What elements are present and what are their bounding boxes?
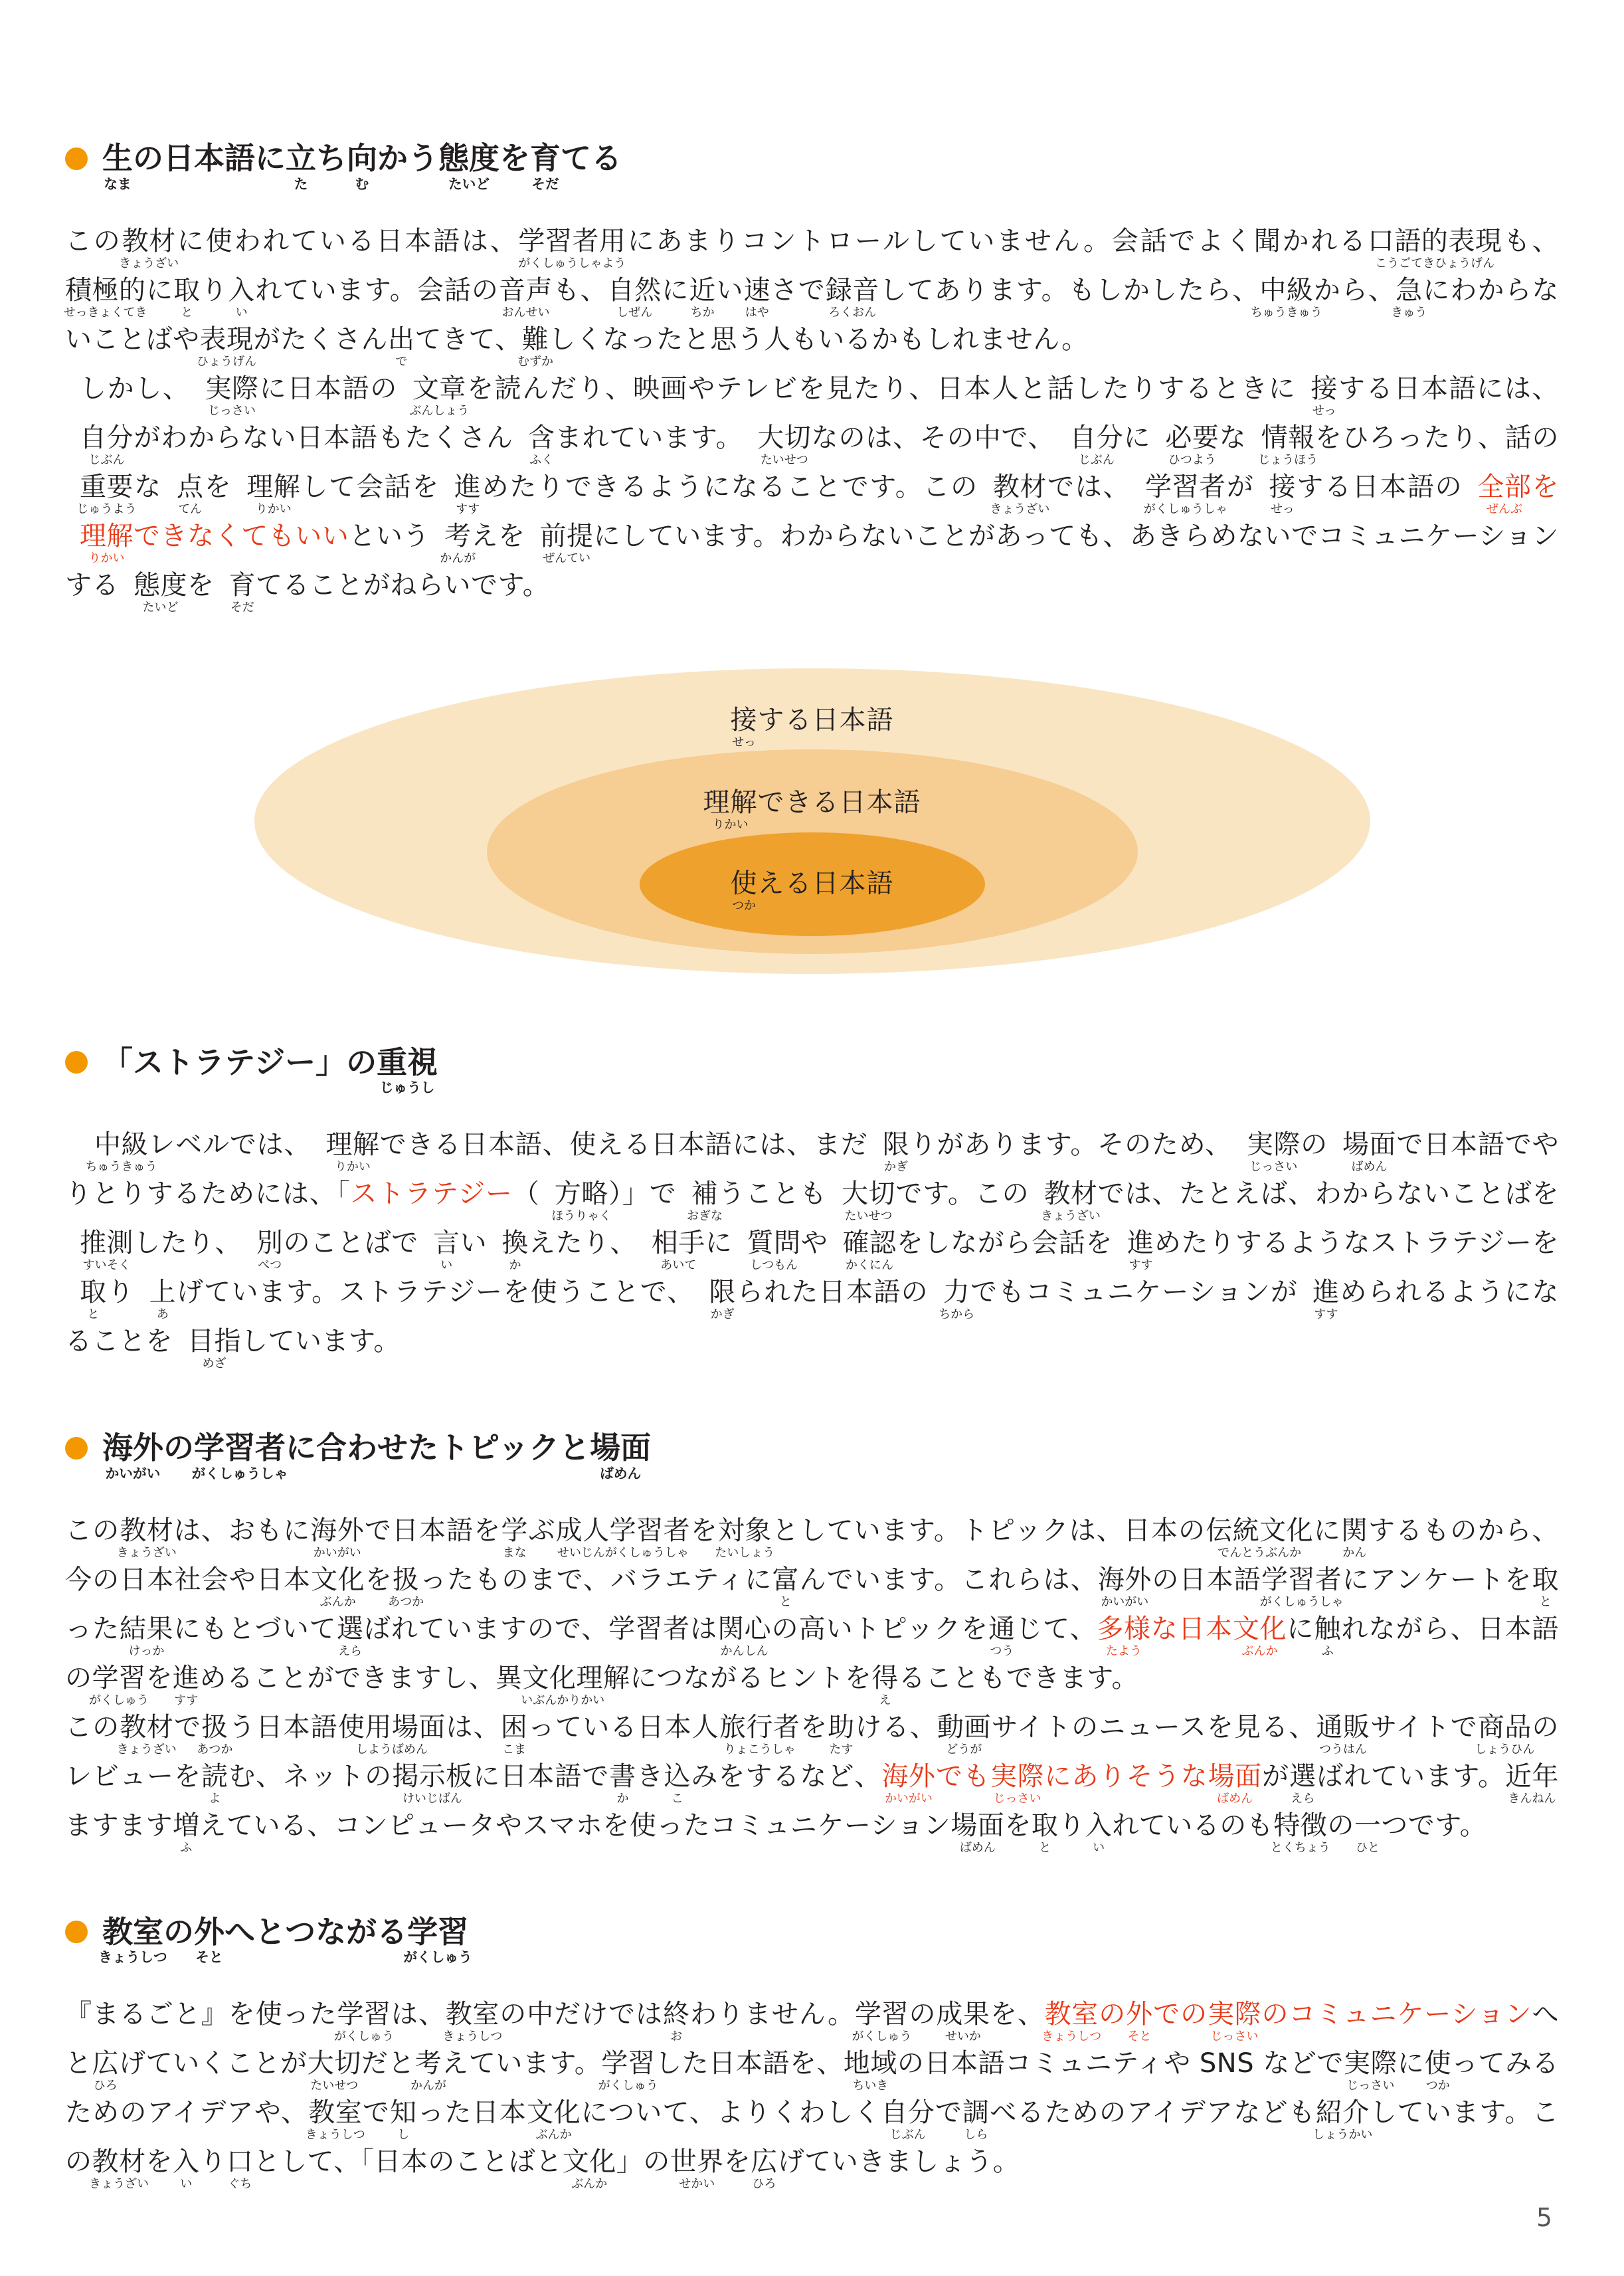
section-heading-text: 生 なま の日本語に立 た ち向 む かう態度 たいど を育 そだ てる bbox=[102, 140, 622, 192]
section-overseas-learners bbox=[65, 1429, 1560, 1855]
paragraph: 中級 ちゅうきゅう レベルでは、 理解 りかい できる日本語、使える日本語には、まだ 限 かぎ りがあります。そのため、 実際 じっさい の 場面 ばめん で日本語でやりとりするためには、「ストラテジー（ 方略 ほうりゃく ）」で 補 おぎな うことも 大切 たいせつ です。この 教材 きょうざい では、たとえば、わからないことばを推測 すいそく したり、 別 べつ のことばで 言 い い 換 か えたり、 相手 あいて に 質問 しつもん や 確認 かくにん をしながら会話を 進 すす めたりするようなストラテジーを取 と り 上 あ げています。ストラテジーを使うことで、 限 かぎ られた日本語の 力 ちから でもコミュニケーションが 進 すす められるようになることを 目指 めざ しています。 bbox=[65, 1129, 1560, 1371]
diagram-label-tsukaeru: 使 つか える日本語 bbox=[730, 868, 894, 913]
section-strategy bbox=[65, 1044, 1560, 1371]
page-number: 5 bbox=[1536, 2203, 1552, 2232]
diagram-label-rikai: 理解 りかい できる日本語 bbox=[703, 787, 921, 832]
orange-bullet-icon bbox=[65, 1921, 88, 1943]
section-heading bbox=[65, 1429, 1559, 1481]
paragraph: この教材 きょうざい は、おもに海外 かいがい で日本語を学 まな ぶ成人学習者 せいじんがくしゅうしゃ を対象 たいしょう としています。トピックは、日本の伝統文化 でんとうぶんか に関 かん するものから、今の日本社会や日本文化 ぶんか を扱 あつか ったものまで、バラエティに富 と んでいます。これらは、海外 かいがい の日本語学習者 がくしゅうしゃ にアンケートを取 と った結果 けっか にもとづいて選 えら ばれていますので、学習者は関心 かんしん の高いトピックを通 つう じて、多様 たよう な日本文化 ぶんか に触 ふ れながら、日本語の学習 がくしゅう を進 すす めることができますし、異文化理解 いぶんかりかい につながるヒントを得 え ることもできます。 bbox=[65, 1515, 1560, 1707]
orange-bullet-icon bbox=[65, 1437, 88, 1460]
orange-bullet-icon bbox=[65, 1051, 88, 1074]
section-heading-text: 海外 かいがい の学習者 がくしゅうしゃ に合わせたトピックと場面 ばめん bbox=[102, 1430, 652, 1481]
diagram-label-sessuru: 接 せっ する日本語 bbox=[730, 704, 894, 749]
orange-bullet-icon bbox=[65, 147, 88, 170]
paragraph: しかし、 実際 じっさい に日本語の 文章 ぶんしょう を読んだり、映画やテレビを見たり、日本人と話したりするときに 接 せっ する日本語には、自分 じぶん がわからない日本語もたくさん 含 ふく まれています。 大切 たいせつ なのは、その中で、 自分 じぶん に 必要 ひつよう な 情報 じょうほう をひろったり、話の重要 じゅうよう な 点 てん を 理解 りかい して会話を 進 すす めたりできるようになることです。この 教材 きょうざい では、 学習者 がくしゅうしゃ が 接 せっ する日本語の 全部 ぜんぶ を理解 りかい できなくてもいいという 考 かんが えを 前提 ぜんてい にしています。わからないことがあっても、あきらめないでコミュニケーションする 態度 たいど を 育 そだ てることがねらいです。 bbox=[65, 373, 1560, 615]
section-beyond-classroom bbox=[65, 1913, 1560, 2191]
section-raw-japanese-attitude bbox=[63, 140, 1560, 615]
paragraph: この教材 きょうざい に使われている日本語は、学習者用 がくしゅうしゃよう にあまりコントロールしていません。会話でよく聞かれる口語的表現 こうごてきひょうげん も、積極的 せっきょくてき に取 と り入 い れています。会話の音声 おんせい も、自然 しぜん に近 ちか い速 はや さで録音 ろくおん してあります。もしかしたら、中級 ちゅうきゅう から、急 きゅう にわからないことばや表現 ひょうげん がたくさん出 で てきて、難 むずか しくなったと思う人もいるかもしれません。 bbox=[63, 225, 1560, 369]
section-heading bbox=[65, 1913, 1559, 1966]
section-heading-text: 「ストラテジー」の重視 じゅうし bbox=[102, 1044, 438, 1096]
paragraph: 『まるごと』を使った学習 がくしゅう は、教室 きょうしつ の中だけでは終 お わりません。学習 がくしゅう の成果 せいか を、教室 きょうしつ の外 そと での実際 じっさい のコミュニケーションへと広 ひろ げていくことが大切 たいせつ だと考 かんが えています。学習 がくしゅう した日本語を、地域 ちいき の日本語コミュニティや SNS などで実際 じっさい に使 つか ってみるためのアイデアや、教室 きょうしつ で知 し った日本文化 ぶんか について、よりくわしく自分 じぶん で調 しら べるためのアイデアなども紹介 しょうかい しています。この教材 きょうざい を入 い り口 ぐち として、「日本のことばと文化 ぶんか 」の世界 せかい を広 ひろ げていきましょう。 bbox=[65, 1999, 1560, 2191]
section-heading bbox=[65, 1044, 1559, 1096]
japanese-levels-diagram bbox=[254, 668, 1370, 974]
section-heading bbox=[65, 140, 1559, 192]
section-heading-text: 教室 きょうしつ の外 そと へとつながる学習 がくしゅう bbox=[98, 1913, 472, 1966]
paragraph: この教材 きょうざい で扱 あつか う日本語使用場面 しようばめん は、困 こま っている日本人旅行者 りょこうしゃ を助 たす ける、動画 どうが サイトのニュースを見る、通販 つうはん サイトで商品 しょうひん のレビューを読 よ む、ネットの掲示板 けいじばん に日本語で書 か き込 こ みをするなど、海外 かいがい でも実際 じっさい にありそうな場面 ばめん が選 えら ばれています。近年 きんねん ますます増 ふ えている、コンピュータやスマホを使ったコミュニケーション場面 ばめん を取 と り入 い れているのも特徴 とくちょう の一 ひと つです。 bbox=[65, 1711, 1560, 1855]
